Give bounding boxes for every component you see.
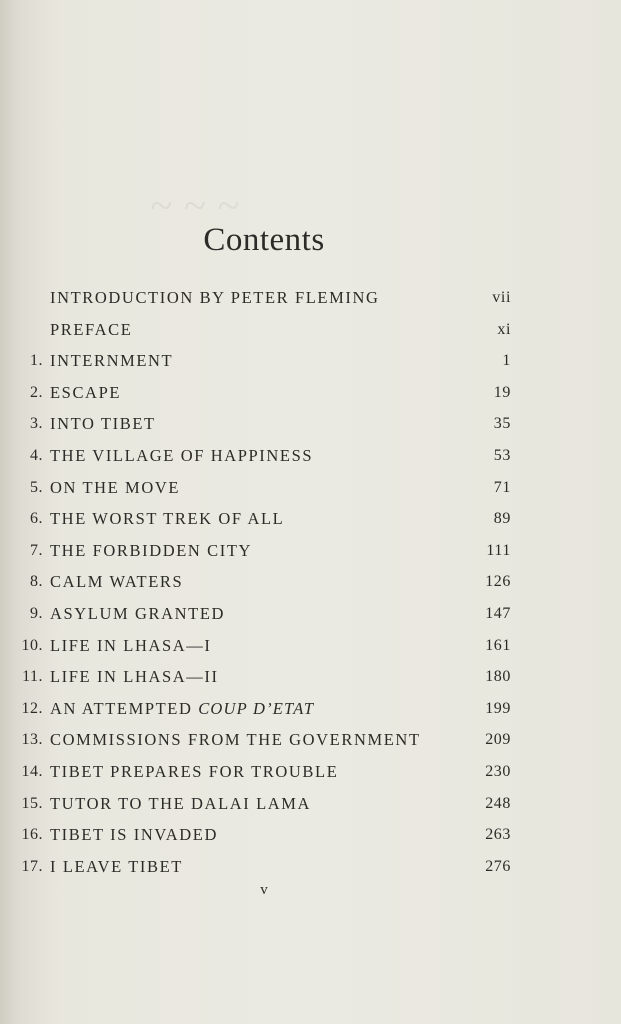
chapter-title: [50, 284, 380, 312]
toc-entry: [0, 695, 621, 723]
toc-entry: [0, 347, 621, 375]
chapter-number: 4.: [30, 447, 43, 464]
chapter-title-text: I LEAVE TIBET: [50, 856, 183, 876]
chapter-title: [50, 505, 284, 533]
chapter-title: [50, 821, 218, 849]
chapter-title: [50, 853, 183, 881]
chapter-title-text: CALM WATERS: [50, 572, 184, 592]
chapter-title-text: LIFE IN LHASA—II: [50, 667, 219, 687]
page-number: 53: [493, 447, 511, 464]
toc-entry: [0, 537, 621, 565]
chapter-number: 12.: [21, 699, 43, 717]
chapter-number: 16.: [21, 826, 43, 844]
toc-entry: [0, 442, 621, 470]
chapter-title-text: ON THE MOVE: [50, 477, 181, 497]
page-number: 147: [485, 605, 511, 622]
page-number: vii: [492, 289, 511, 306]
chapter-number: 3.: [30, 415, 43, 433]
toc-entry: [0, 568, 621, 596]
chapter-number: 5.: [30, 478, 43, 496]
chapter-title-text: ESCAPE: [50, 382, 122, 402]
chapter-title: [50, 632, 212, 660]
page-number: 111: [486, 541, 511, 559]
toc-entry: [0, 284, 621, 312]
chapter-title: [50, 726, 421, 754]
toc-entry: [0, 663, 621, 691]
chapter-title: [50, 758, 338, 786]
chapter-number: 11.: [22, 668, 43, 686]
page-number: 180: [485, 668, 511, 686]
chapter-title: [50, 442, 313, 470]
chapter-title: [50, 663, 219, 691]
chapter-title-text: THE VILLAGE OF HAPPINESS: [50, 446, 314, 465]
chapter-title-text: INTERNMENT: [50, 351, 174, 371]
toc-entry: [0, 474, 621, 502]
chapter-title: [50, 474, 180, 502]
page-number: 199: [485, 699, 511, 717]
chapter-number: 6.: [30, 510, 43, 528]
chapter-title: [50, 379, 121, 407]
chapter-title-text: LIFE IN LHASA—I: [50, 635, 212, 655]
chapter-title-text: TIBET PREPARES FOR TROUBLE: [50, 762, 339, 781]
page-number: 1: [502, 352, 511, 370]
chapter-title: [50, 568, 183, 596]
chapter-title-text: COMMISSIONS FROM THE GOVERNMENT: [50, 730, 421, 750]
chapter-title-text: INTO TIBET: [50, 414, 156, 434]
chapter-title-text: TUTOR TO THE DALAI LAMA: [50, 793, 312, 813]
toc-entry: [0, 316, 621, 344]
toc-entry: [0, 790, 621, 818]
chapter-title-text: PREFACE: [50, 319, 133, 339]
page-number: 71: [493, 478, 511, 496]
chapter-title-text: TIBET IS INVADED: [50, 825, 218, 845]
toc-entry: [0, 600, 621, 628]
page-number: 89: [493, 510, 511, 528]
contents-heading: Contents: [203, 222, 325, 258]
page-number: 209: [485, 731, 511, 749]
page-number: 276: [485, 857, 511, 875]
chapter-title: [50, 790, 311, 818]
toc-entry: [0, 821, 621, 849]
chapter-number: 17.: [21, 857, 43, 875]
toc-entry: [0, 632, 621, 660]
chapter-number: 8.: [30, 573, 43, 591]
page-number: 126: [485, 573, 511, 591]
chapter-number: 14.: [21, 763, 43, 780]
chapter-title: [50, 410, 156, 438]
page-number: 230: [485, 763, 511, 780]
chapter-title-text: THE WORST TREK OF ALL: [50, 509, 285, 529]
page-number: 161: [485, 636, 511, 654]
chapter-title-text: INTRODUCTION BY PETER FLEMING: [50, 288, 380, 307]
toc-entry: [0, 410, 621, 438]
chapter-title: [50, 537, 252, 565]
chapter-title: [50, 316, 132, 344]
chapter-number: 1.: [30, 352, 43, 370]
chapter-number: 15.: [21, 794, 43, 812]
chapter-title: [50, 347, 173, 375]
chapter-number: 10.: [21, 636, 43, 654]
chapter-number: 13.: [21, 731, 43, 749]
chapter-title-text: AN ATTEMPTED: [50, 698, 199, 718]
chapter-number: 2.: [30, 383, 43, 401]
show-through-decoration: ~ ~ ~: [150, 183, 240, 228]
chapter-number: 7.: [30, 541, 43, 559]
page-number: 35: [493, 415, 511, 433]
chapter-title-text: ASYLUM GRANTED: [50, 604, 226, 623]
chapter-title-text: THE FORBIDDEN CITY: [50, 540, 253, 560]
toc-entry: [0, 379, 621, 407]
page-number: 19: [493, 383, 511, 401]
chapter-title: [50, 695, 314, 723]
toc-entry: [0, 853, 621, 881]
toc-entry: [0, 758, 621, 786]
page-number: 248: [485, 794, 511, 812]
toc-entry: [0, 726, 621, 754]
page-folio: v: [260, 882, 268, 898]
chapter-title-italic: COUP D’ETAT: [198, 698, 315, 718]
page-number: 263: [485, 826, 511, 844]
page-number: xi: [497, 320, 511, 338]
toc-entry: [0, 505, 621, 533]
chapter-number: 9.: [30, 605, 43, 622]
chapter-title: [50, 600, 225, 628]
